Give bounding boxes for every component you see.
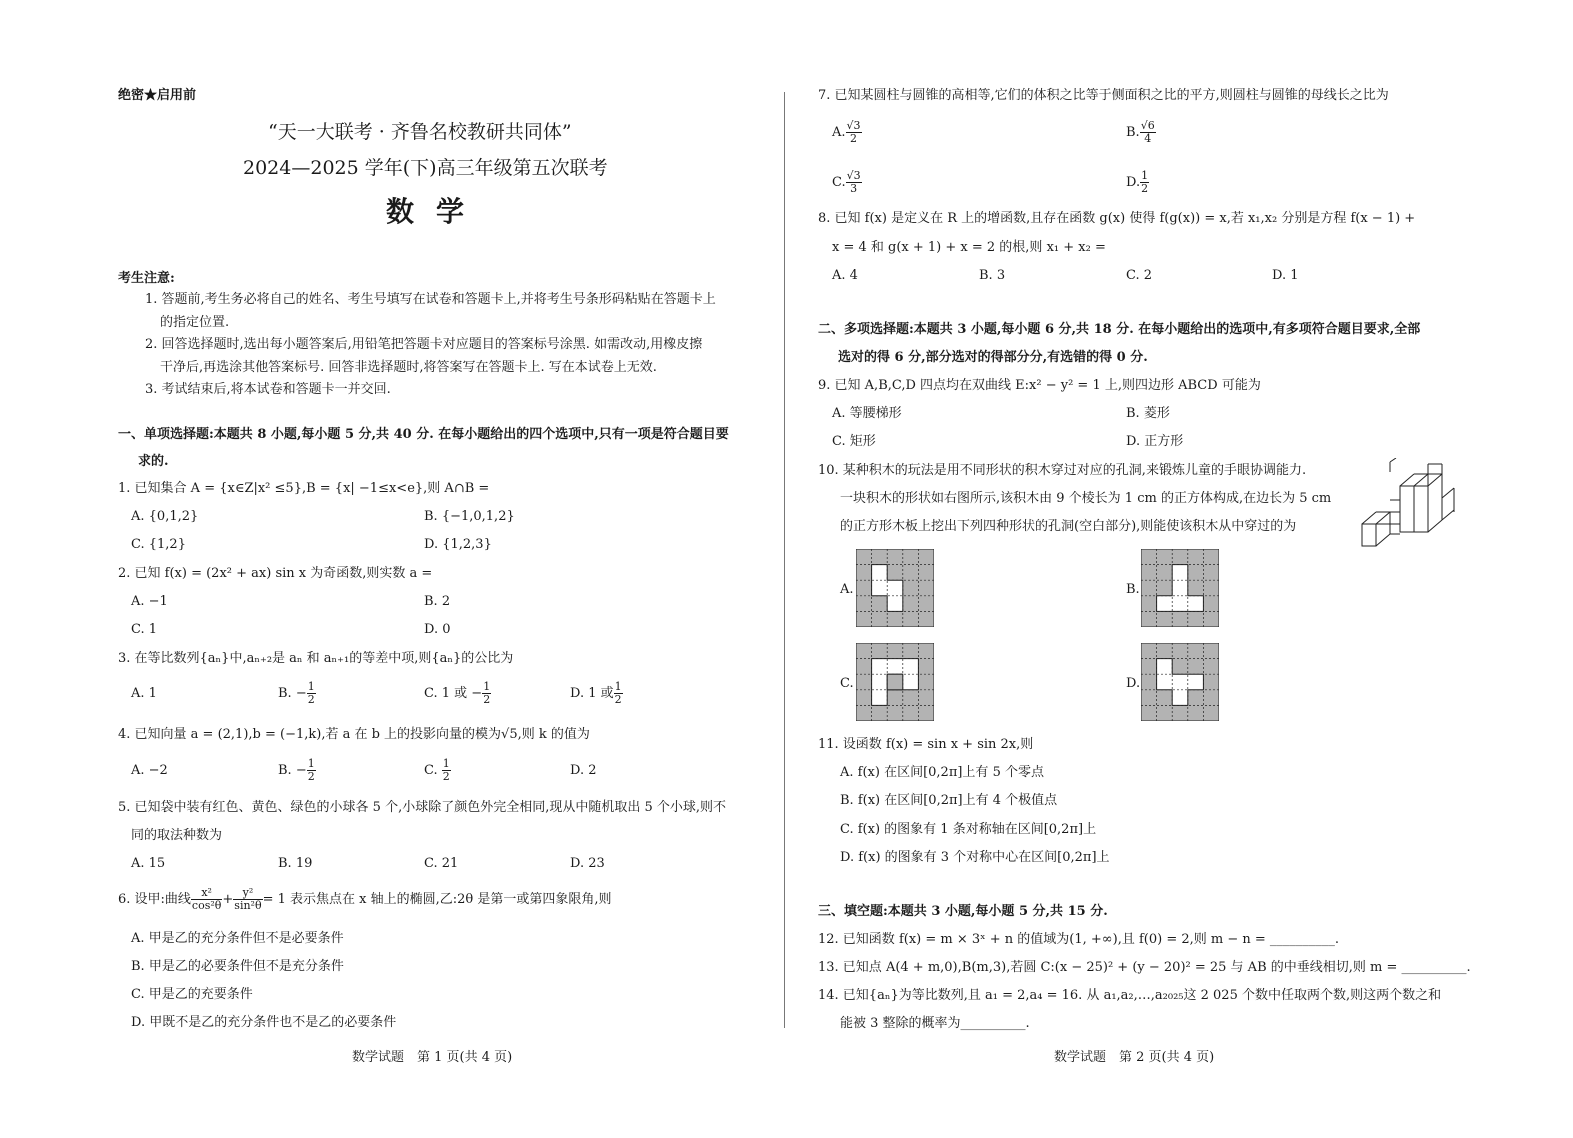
q10-option-a-label: A.: [840, 582, 854, 597]
footer-page-1: 数学试题 第 1 页(共 4 页): [352, 1050, 513, 1065]
q9-option-a: A. 等腰梯形: [832, 406, 902, 421]
q7-option-a: A. $\frac{√3}{2}$: [832, 119, 861, 145]
q14: 14. 已知{aₙ}为等比数列,且 a₁ = 2,a₄ = 16. 从 a₁,a₂,…,a₂₀₂₅这 2 025 个数中任取两个数,则这两个数之和: [818, 988, 1442, 1003]
q11-stem: 11. 设函数 f(x) = sin x + sin 2x,则: [818, 737, 1034, 752]
notice-item-2: 2. 回答选择题时,选出每小题答案后,用铅笔把答题卡对应题目的答案标号涂黑. 如需改动,用橡皮擦: [145, 337, 703, 352]
notice-item-2-cont: 干净后,再选涂其他答案标号. 回答非选择题时,将答案写在答题卡上. 写在本试卷上无效.: [160, 360, 657, 375]
q1-option-a: A. {0,1,2}: [131, 509, 199, 524]
q11-option-c: C. f(x) 的图象有 1 条对称轴在区间[0,2π]上: [840, 822, 1097, 837]
q3-option-a: A. 1: [131, 686, 157, 701]
exam-title: “天一大联考 · 齐鲁名校教研共同体”: [268, 121, 572, 143]
notice-item-1-cont: 的指定位置.: [160, 315, 230, 330]
q4-stem: 4. 已知向量 a = (2,1),b = (−1,k),若 a 在 b 上的投影向量的模为√5,则 k 的值为: [118, 727, 590, 742]
q1-stem: 1. 已知集合 A = {x∈Z|x² ≤5},B = {x| −1≤x<e},则 A∩B =: [118, 481, 490, 496]
q1-option-d: D. {1,2,3}: [424, 537, 492, 552]
section2-heading-cont: 选对的得 6 分,部分选对的得部分分,有选错的得 0 分.: [838, 350, 1148, 365]
q9-option-c: C. 矩形: [832, 434, 876, 449]
q11-option-a: A. f(x) 在区间[0,2π]上有 5 个零点: [840, 765, 1044, 780]
q10-option-b-board: [1141, 549, 1219, 627]
q10-option-c-board: [856, 643, 934, 721]
secret-label: 绝密★启用前: [118, 88, 197, 103]
q6-option-d: D. 甲既不是乙的充分条件也不是乙的必要条件: [131, 1015, 397, 1030]
q2-option-d: D. 0: [424, 622, 451, 637]
q10-option-b-label: B.: [1126, 582, 1140, 597]
q6-option-a: A. 甲是乙的充分条件但不是必要条件: [131, 931, 344, 946]
q5-option-a: A. 15: [131, 856, 166, 871]
notice-item-1: 1. 答题前,考生务必将自己的姓名、考生号填写在试卷和答题卡上,并将考生号条形码粘贴在答题卡上: [145, 292, 716, 307]
q8-option-c: C. 2: [1126, 268, 1153, 283]
q7-option-d: D. $\frac{1}{2}$: [1126, 169, 1149, 195]
q10-option-c-label: C.: [840, 676, 854, 691]
q3-option-b: B. − $\frac{1}{2}$: [278, 680, 315, 706]
q14-cont: 能被 3 整除的概率为__________.: [840, 1016, 1030, 1031]
q11-option-d: D. f(x) 的图象有 3 个对称中心在区间[0,2π]上: [840, 850, 1110, 865]
section2-heading: 二、多项选择题:本题共 3 小题,每小题 6 分,共 18 分. 在每小题给出的选项中,有多项符合题目要求,全部: [818, 322, 1421, 337]
q12: 12. 已知函数 f(x) = m × 3ˣ + n 的值域为(1, +∞),且 f(0) = 2,则 m − n = __________.: [818, 932, 1340, 947]
notice-item-3: 3. 考试结束后,将本试卷和答题卡一并交回.: [145, 382, 391, 397]
notice-heading: 考生注意:: [118, 271, 175, 286]
page-divider: [784, 92, 785, 1028]
q8-stem: 8. 已知 f(x) 是定义在 R 上的增函数,且存在函数 g(x) 使得 f(g(x)) = x,若 x₁,x₂ 分别是方程 f(x − 1) +: [818, 211, 1416, 226]
q5-stem-cont: 同的取法种数为: [131, 828, 223, 843]
section1-heading-cont: 求的.: [138, 454, 169, 469]
q8-option-a: A. 4: [832, 268, 858, 283]
q9-option-d: D. 正方形: [1126, 434, 1184, 449]
q10-option-d-board: [1141, 643, 1219, 721]
q5-stem: 5. 已知袋中装有红色、黄色、绿色的小球各 5 个,小球除了颜色外完全相同,现从中随机取出 5 个小球,则不: [118, 800, 727, 815]
q3-option-d: D. 1 或 $\frac{1}{2}$: [570, 680, 622, 706]
q8-option-b: B. 3: [979, 268, 1006, 283]
exam-subtitle: 2024—2025 学年(下)高三年级第五次联考: [243, 157, 608, 179]
q6-option-b: B. 甲是乙的必要条件但不是充分条件: [131, 959, 344, 974]
section3-heading: 三、填空题:本题共 3 小题,每小题 5 分,共 15 分.: [818, 904, 1108, 919]
q2-stem: 2. 已知 f(x) = (2x² + ax) sin x 为奇函数,则实数 a =: [118, 566, 433, 581]
q4-option-a: A. −2: [131, 763, 168, 778]
q10-stem-2: 一块积木的形状如右图所示,该积木由 9 个棱长为 1 cm 的正方体构成,在边长为 5 cm: [840, 491, 1332, 506]
q7-stem: 7. 已知某圆柱与圆锥的高相等,它们的体积之比等于侧面积之比的平方,则圆柱与圆锥的母线长之比为: [818, 88, 1389, 103]
q2-option-a: A. −1: [131, 594, 168, 609]
q10-option-a-board: [856, 549, 934, 627]
footer-page-2: 数学试题 第 2 页(共 4 页): [1054, 1050, 1215, 1065]
q10-stem: 10. 某种积木的玩法是用不同形状的积木穿过对应的孔洞,来锻炼儿童的手眼协调能力.: [818, 463, 1307, 478]
q1-option-b: B. {−1,0,1,2}: [424, 509, 515, 524]
q9-stem: 9. 已知 A,B,C,D 四点均在双曲线 E:x² − y² = 1 上,则四边形 ABCD 可能为: [818, 378, 1261, 393]
subject-title: 数学: [386, 195, 487, 228]
q5-option-c: C. 21: [424, 856, 459, 871]
q9-option-b: B. 菱形: [1126, 406, 1170, 421]
q5-option-b: B. 19: [278, 856, 313, 871]
q11-option-b: B. f(x) 在区间[0,2π]上有 4 个极值点: [840, 793, 1058, 808]
block-3d-figure: [1358, 458, 1458, 550]
q10-stem-3: 的正方形木板上挖出下列四种形状的孔洞(空白部分),则能使该积木从中穿过的为: [840, 519, 1297, 534]
q6-stem: 6. 设甲:曲线 $\frac{\text{x²}}{\text{cos²θ}}$ + $\frac{\text{y²}}{\text{sin²θ}}$ = 1 表示焦点在 x 轴上的椭圆,乙:2θ 是第一或第四象限角,则: [118, 886, 612, 912]
q7-option-b: B. $\frac{√6}{4}$: [1126, 119, 1155, 145]
q8-option-d: D. 1: [1272, 268, 1299, 283]
q1-option-c: C. {1,2}: [131, 537, 186, 552]
q13: 13. 已知点 A(4 + m,0),B(m,3),若圆 C:(x − 25)² + (y − 20)² = 25 与 AB 的中垂线相切,则 m = __________.: [818, 960, 1471, 975]
q2-option-c: C. 1: [131, 622, 158, 637]
q4-option-d: D. 2: [570, 763, 597, 778]
q10-option-d-label: D.: [1126, 676, 1141, 691]
q6-option-c: C. 甲是乙的充要条件: [131, 987, 253, 1002]
q4-option-b: B. − $\frac{1}{2}$: [278, 757, 315, 783]
q4-option-c: C. $\frac{1}{2}$: [424, 757, 450, 783]
q3-option-c: C. 1 或 − $\frac{1}{2}$: [424, 680, 491, 706]
q3-stem: 3. 在等比数列{aₙ}中,aₙ₊₂是 aₙ 和 aₙ₊₁的等差中项,则{aₙ}的公比为: [118, 651, 514, 666]
q7-option-c: C. $\frac{√3}{3}$: [832, 169, 861, 195]
q2-option-b: B. 2: [424, 594, 451, 609]
q8-stem-cont: x = 4 和 g(x + 1) + x = 2 的根,则 x₁ + x₂ =: [832, 240, 1106, 255]
section1-heading: 一、单项选择题:本题共 8 小题,每小题 5 分,共 40 分. 在每小题给出的四个选项中,只有一项是符合题目要: [118, 427, 729, 442]
q5-option-d: D. 23: [570, 856, 605, 871]
